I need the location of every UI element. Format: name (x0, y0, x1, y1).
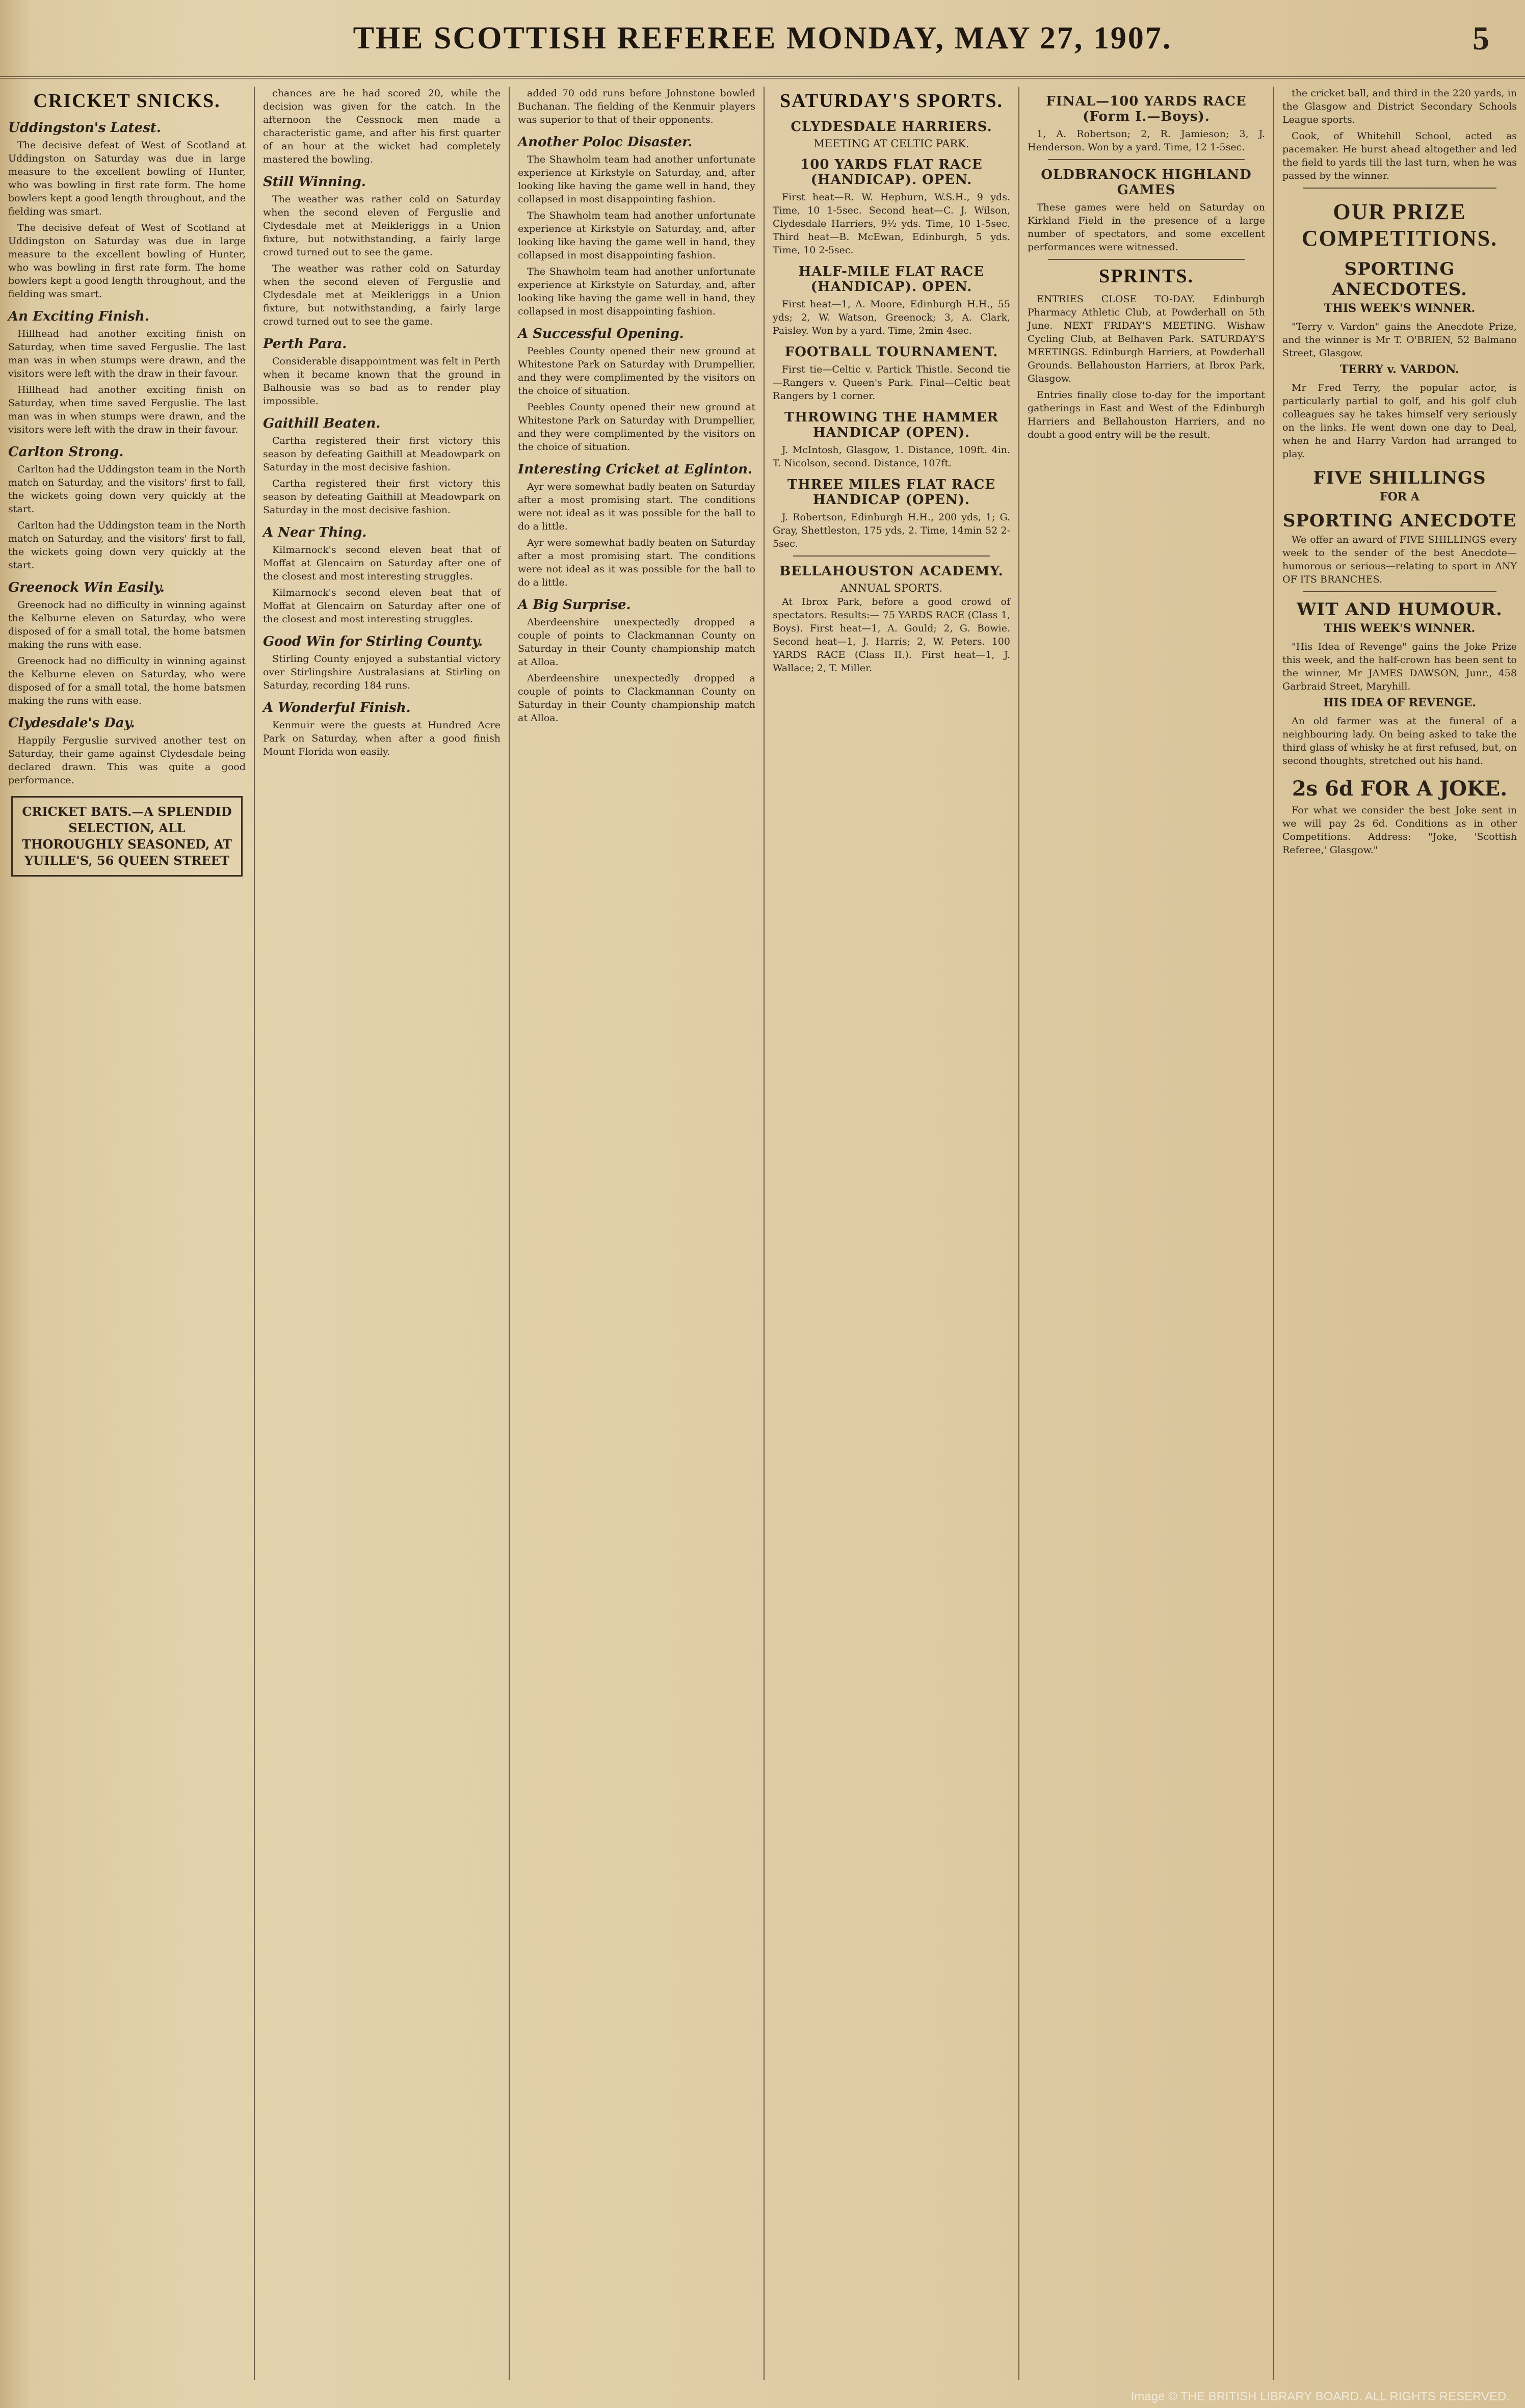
article-body: Greenock had no difficulty in winning against the Kelburne eleven on Saturday, who were disposed of for a small total, the home batsmen making the runs with ease. (8, 655, 246, 706)
article-body: Peebles County opened their new ground at Whitestone Park on Saturday with Drumpellier, and they were complimented by the visitors on the choice of situation. (518, 346, 755, 396)
article-heading: Gaithill Beaten. (263, 416, 381, 431)
article-body: Kilmarnock's second eleven beat that of Moffat at Glencairn on Saturday after one of the closest and most interesting struggles. (263, 587, 501, 625)
article-heading: A Successful Opening. (518, 326, 684, 341)
cricket-snicks-heading: CRICKET SNICKS. (33, 90, 221, 112)
article-body: The decisive defeat of West of Scotland at Uddingston on Saturday was due in large measure to the excellent bowling of Hunter, who was bowling in first rate form. The home bowlers kept a good length throughout, and the fielding was smart. (8, 140, 246, 217)
article-heading: Perth Para. (263, 336, 347, 352)
article-body: Aberdeenshire unexpectedly dropped a couple of points to Clackmannan County on Saturday in their County championship match at Alloa. (518, 673, 755, 724)
story-body: Mr Fred Terry, the popular actor, is particularly partial to golf, and his golf club colleagues say he takes himself very seriously on the links. He went down one day to Deal, when he and Harry Vardon had arranged to play. (1282, 382, 1517, 460)
article-body: Ayr were somewhat badly beaten on Saturday after a most promising start. The conditions were not ideal as it was possible for the ball to do a little. (518, 481, 755, 532)
article-body: Kenmuir were the guests at Hundred Acre Park on Saturday, when after a good finish Mount Florida won easily. (263, 720, 501, 757)
article-heading: Carlton Strong. (8, 444, 124, 460)
school-heading: BELLAHOUSTON ACADEMY. (779, 564, 1004, 579)
games-body: These games were held on Saturday on Kirkland Field in the presence of a large number of spectators, and some excellent performances were witnessed. (1028, 202, 1265, 253)
column-1 (0, 87, 255, 2380)
event-results: J. Robertson, Edinburgh H.H., 200 yds, 1; G. Gray, Shettleston, 175 yds, 2. Time, 14min 52 2-5sec. (773, 512, 1010, 549)
article-body: Stirling County enjoyed a substantial victory over Stirlingshire Australasians at Stirling on Saturday, recording 184 runs. (263, 653, 501, 691)
column-3 (510, 87, 765, 2380)
sprints-heading: SPRINTS. (1099, 266, 1194, 287)
article-heading: A Wonderful Finish. (263, 700, 411, 716)
sporting-anecdotes-heading: SPORTING ANECDOTES. (1332, 259, 1467, 300)
event-results: J. McIntosh, Glasgow, 1. Distance, 109ft. 4in. T. Nicolson, second. Distance, 107ft. (773, 444, 1010, 469)
article-body: added 70 odd runs before Johnstone bowled Buchanan. The fielding of the Kenmuir players was superior to that of their opponents. (518, 88, 755, 125)
prize-competitions-title: OUR PRIZE COMPETITIONS. (1301, 199, 1498, 251)
revenge-title: HIS IDEA OF REVENGE. (1323, 696, 1477, 709)
masthead-title: THE SCOTTISH REFEREE MONDAY, MAY 27, 1907. (353, 21, 1172, 56)
school-subheading: ANNUAL SPORTS. (840, 582, 943, 594)
article-body: The Shawholm team had another unfortunate experience at Kirkstyle on Saturday, and, after looking like having the game well in hand, they collapsed in most disappointing fashion. (518, 266, 755, 317)
event-heading: THROWING THE HAMMER HANDICAP (OPEN). (784, 410, 999, 440)
meeting-heading: MEETING AT CELTIC PARK. (813, 138, 969, 150)
article-body: The decisive defeat of West of Scotland at Uddingston on Saturday was due in large measure to the excellent bowling of Hunter, who was bowling in first rate form. The home bowlers kept a good length throughout, and the fielding was smart. (8, 222, 246, 300)
five-shillings-sub: FOR A (1380, 490, 1419, 504)
article-heading: A Big Surprise. (518, 597, 631, 613)
article-body: The Shawholm team had another unfortunate experience at Kirkstyle on Saturday, and, after looking like having the game well in hand, they collapsed in most disappointing fashion. (518, 210, 755, 261)
club-heading: CLYDESDALE HARRIERS. (791, 119, 992, 135)
article-body: Cartha registered their first victory this season by defeating Gaithill at Meadowpark on Saturday in the most decisive fashion. (263, 478, 501, 516)
article-body: Aberdeenshire unexpectedly dropped a couple of points to Clackmannan County on Saturday in their County championship match at Alloa. (518, 617, 755, 668)
article-body: the cricket ball, and third in the 220 yards, in the Glasgow and District Secondary Schools League sports. (1282, 88, 1517, 125)
article-body: The Shawholm team had another unfortunate experience at Kirkstyle on Saturday, and, after looking like having the game well in hand, they collapsed in most disappointing fashion. (518, 154, 755, 205)
event-heading: HALF-MILE FLAT RACE (HANDICAP). OPEN. (798, 264, 985, 295)
article-heading: Interesting Cricket at Eglinton. (518, 462, 753, 477)
divider (1303, 591, 1496, 592)
image-credit: Image © THE BRITISH LIBRARY BOARD. ALL RIGHTS RESERVED. (1130, 2390, 1510, 2403)
article-body: Carlton had the Uddingston team in the North match on Saturday, and the visitors' first to fall, the wickets going down very quickly at the start. (8, 520, 246, 571)
masthead (0, 0, 1525, 78)
article-body: Carlton had the Uddingston team in the North match on Saturday, and the visitors' first to fall, the wickets going down very quickly at the start. (8, 464, 246, 515)
winner-subheading: THIS WEEK'S WINNER. (1324, 302, 1476, 315)
saturdays-sports-heading: SATURDAY'S SPORTS. (779, 90, 1003, 112)
column-4 (765, 87, 1019, 2380)
event-heading: THREE MILES FLAT RACE HANDICAP (OPEN). (787, 477, 996, 508)
column-2 (255, 87, 510, 2380)
event-results: First heat—1, A. Moore, Edinburgh H.H., 55 yds; 2, W. Watson, Greenock; 3, A. Clark, Paisley. Won by a yard. Time, 2min 4sec. (773, 299, 1010, 336)
five-shillings-heading: FIVE SHILLINGS (1313, 468, 1486, 488)
article-body: Cartha registered their first victory this season by defeating Gaithill at Meadowpark on Saturday in the most decisive fashion. (263, 435, 501, 473)
event-results: First heat—R. W. Hepburn, W.S.H., 9 yds. Time, 10 1-5sec. Second heat—C. J. Wilson, Clydesdale Harriers, 9½ yds. Time, 10 1-5sec. Third heat—B. McEwan, Edinburgh, 5 yds. Time, 10 2-5sec. (773, 192, 1010, 256)
article-heading: Greenock Win Easily. (8, 580, 165, 595)
event-heading: 100 YARDS FLAT RACE (HANDICAP). OPEN. (800, 157, 983, 188)
sporting-anecdote-body: We offer an award of FIVE SHILLINGS every week to the sender of the best Anecdote—humorous or serious—relating to sport in ANY OF ITS BRANCHES. (1282, 534, 1517, 585)
article-body: The weather was rather cold on Saturday when the second eleven of Ferguslie and Clydesdale met at Meikleriggs in a Union fixture, but notwithstanding, a fairly large crowd turned out to see the game. (263, 263, 501, 327)
article-body: The weather was rather cold on Saturday when the second eleven of Ferguslie and Clydesdale met at Meikleriggs in a Union fixture, but notwithstanding, a fairly large crowd turned out to see the game. (263, 194, 501, 258)
article-heading: A Near Thing. (263, 525, 367, 540)
divider (793, 555, 990, 557)
event-heading: FINAL—100 YARDS RACE (Form I.—Boys). (1046, 94, 1247, 124)
article-body: Cook, of Whitehill School, acted as pacemaker. He burst ahead altogether and led the field to yards till the last turn, when he was passed by the winner. (1282, 130, 1517, 181)
column-5 (1019, 87, 1274, 2380)
event-heading: FOOTBALL TOURNAMENT. (784, 345, 998, 360)
wit-winner-text: "His Idea of Revenge" gains the Joke Prize this week, and the half-crown has been sent to the winner, Mr JAMES DAWSON, Junr., 458 Garbraid Street, Maryhill. (1282, 641, 1517, 692)
article-heading: Good Win for Stirling County. (263, 634, 483, 649)
cricket-bats-advert: CRICKET BATS.—A SPLENDID SELECTION, ALL THOROUGHLY SEASONED, AT YUILLE'S, 56 QUEEN STREET (11, 796, 243, 877)
sprints-body: Entries finally close to-day for the important gatherings in East and West of the Edinburgh Harriers and Bellahouston Harriers, and no doubt a good entry will be the result. (1028, 389, 1265, 440)
article-heading: Another Poloc Disaster. (518, 135, 693, 150)
wit-winner-subheading: THIS WEEK'S WINNER. (1324, 622, 1476, 635)
event-results: First tie—Celtic v. Partick Thistle. Second tie—Rangers v. Queen's Park. Final—Celtic beat Rangers by 1 corner. (773, 364, 1010, 402)
article-body: Happily Ferguslie survived another test on Saturday, their game against Clydesdale being declared drawn. This was quite a good performance. (8, 735, 246, 786)
article-body: Greenock had no difficulty in winning against the Kelburne eleven on Saturday, who were disposed of for a small total, the home batsmen making the runs with ease. (8, 599, 246, 650)
article-body: chances are he had scored 20, while the decision was given for the catch. In the afternoon the Cessnock men made a characteristic game, and after his first quarter of an hour at the wicket had completely mastered the bowling. (263, 88, 501, 165)
event-results: 1, A. Robertson; 2, R. Jamieson; 3, J. Henderson. Won by a yard. Time, 12 1-5sec. (1028, 128, 1265, 153)
article-body: Hillhead had another exciting finish on Saturday, when time saved Ferguslie. The last man was in when stumps were drawn, and the visitors were left with the draw in their favour. (8, 384, 246, 435)
sporting-anecdote-heading: SPORTING ANECDOTE (1282, 511, 1517, 531)
article-body: Considerable disappointment was felt in Perth when it became known that the ground in Balhousie was so bad as to render play impossible. (263, 356, 501, 407)
column-6 (1274, 87, 1525, 2380)
article-body: Peebles County opened their new ground at Whitestone Park on Saturday with Drumpellier, and they were complimented by the visitors on the choice of situation. (518, 402, 755, 453)
divider (1303, 188, 1496, 189)
revenge-body: An old farmer was at the funeral of a neighbouring lady. On being asked to take the third glass of whisky he at first refused, but, on second thoughts, stretched out his hand. (1282, 716, 1517, 766)
wit-humour-heading: WIT AND HUMOUR. (1297, 599, 1503, 620)
joke-prize-heading: 2s 6d FOR A JOKE. (1292, 777, 1508, 801)
article-heading: Uddingston's Latest. (8, 120, 161, 136)
sprints-body: ENTRIES CLOSE TO-DAY. Edinburgh Pharmacy Athletic Club, at Powderhall on 5th June. NEXT FRIDAY'S MEETING. Wishaw Cycling Club, at Belhaven Park. SATURDAY'S MEETINGS. Edinburgh Harriers, at Powderhall Grounds. Bellahouston Harriers, at Ibrox Park, Glasgow. (1028, 294, 1265, 384)
divider (1048, 259, 1245, 260)
school-results: At Ibrox Park, before a good crowd of spectators. Results:— 75 YARDS RACE (Class 1, Boys). First heat—1, A. Gould; 2, G. Bowie. Second heat—1, J. Harris; 2, W. Peters. 100 YARDS RACE (Class II.). First heat—1, J. Wallace; 2, T. Miller. (773, 596, 1010, 674)
article-heading: An Exciting Finish. (8, 309, 149, 324)
joke-prize-body: For what we consider the best Joke sent in we will pay 2s 6d. Conditions as in other Competitions. Address: "Joke, 'Scottish Referee,' Glasgow." (1282, 805, 1517, 856)
winner-text: "Terry v. Vardon" gains the Anecdote Prize, and the winner is Mr T. O'BRIEN, 52 Balmano Street, Glasgow. (1282, 321, 1517, 359)
article-heading: Still Winning. (263, 174, 366, 190)
games-heading: OLDBRANOCK HIGHLAND GAMES (1041, 167, 1252, 198)
divider (1048, 159, 1245, 160)
article-heading: Clydesdale's Day. (8, 716, 135, 731)
page-number: 5 (1473, 20, 1489, 57)
article-body: Hillhead had another exciting finish on Saturday, when time saved Ferguslie. The last man was in when stumps were drawn, and the visitors were left with the draw in their favour. (8, 328, 246, 379)
article-body: Ayr were somewhat badly beaten on Saturday after a most promising start. The conditions were not ideal as it was possible for the ball to do a little. (518, 537, 755, 588)
article-body: Kilmarnock's second eleven beat that of Moffat at Glencairn on Saturday after one of the closest and most interesting struggles. (263, 544, 501, 582)
story-title: TERRY v. VARDON. (1340, 363, 1459, 376)
